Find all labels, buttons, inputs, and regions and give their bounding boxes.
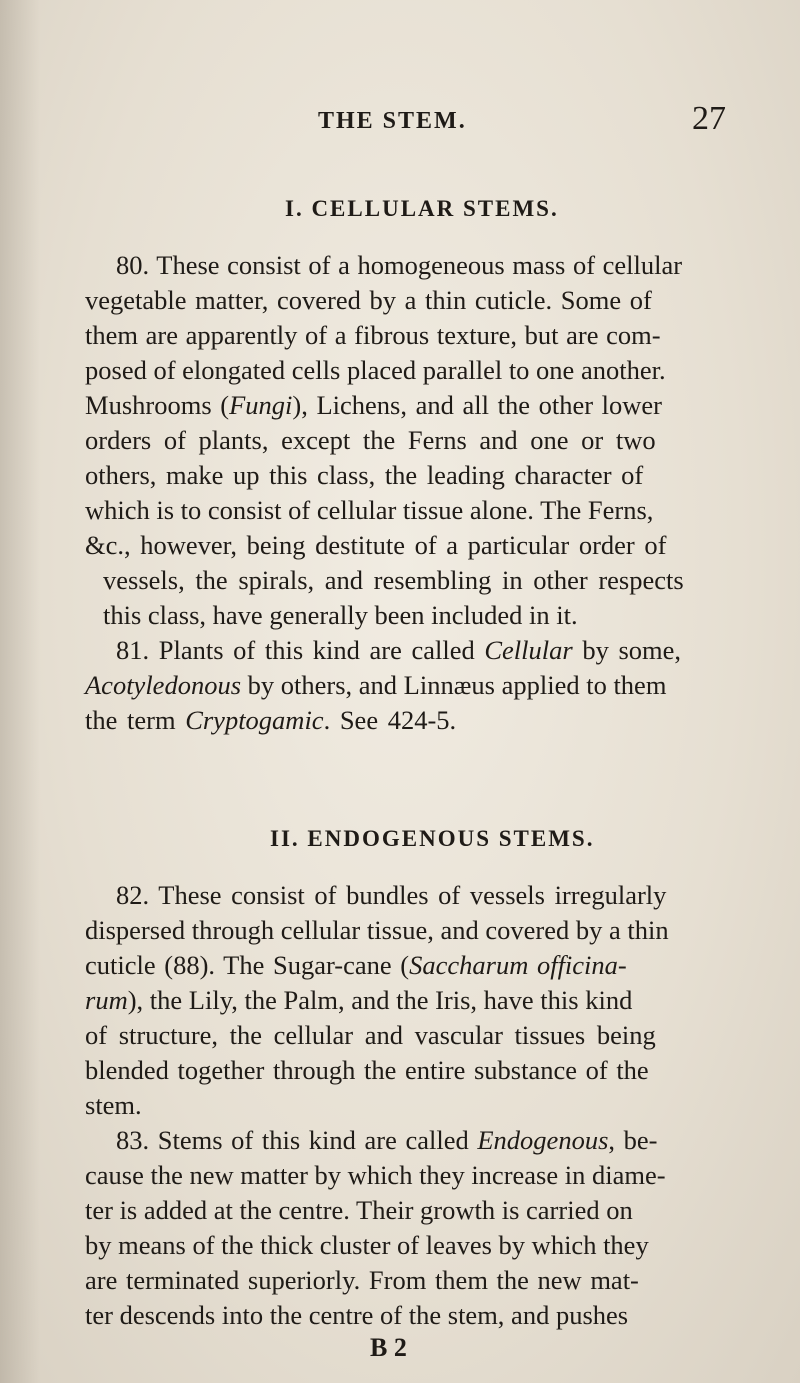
text-line: by means of the thick cluster of leaves by which they (85, 1230, 649, 1260)
running-head: THE STEM. (318, 108, 467, 134)
text-line: 83. Stems of this kind are called Endogenous, be- (116, 1125, 658, 1155)
text-line: vessels, the spirals, and resembling in other respects (103, 565, 684, 595)
text-line: 81. Plants of this kind are called Cellular by some, (116, 635, 682, 665)
page-edge-shadow (0, 0, 40, 1383)
text-line: &c., however, being destitute of a particular order of (85, 530, 667, 560)
text-line: Acotyledonous by others, and Linnæus applied to them (85, 670, 667, 700)
text-line: them are apparently of a fibrous texture, but are com- (85, 320, 661, 350)
page-number: 27 (692, 100, 726, 137)
section-heading-cellular: I. CELLULAR STEMS. (285, 196, 559, 221)
text-line: of structure, the cellular and vascular tissues being (85, 1020, 656, 1050)
signature-mark: B 2 (370, 1333, 407, 1362)
text-line: are terminated superiorly. From them the new mat- (85, 1265, 639, 1295)
section-heading-endogenous: II. ENDOGENOUS STEMS. (270, 826, 595, 851)
text-line: cause the new matter by which they increase in diame- (85, 1160, 666, 1190)
text-line: which is to consist of cellular tissue alone. The Ferns, (85, 495, 654, 525)
text-line: vegetable matter, covered by a thin cuticle. Some of (85, 285, 652, 315)
text-line: orders of plants, except the Ferns and one or two (85, 425, 656, 455)
text-line: Mushrooms (Fungi), Lichens, and all the other lower (85, 390, 663, 420)
text-line: 82. These consist of bundles of vessels irregularly (116, 880, 667, 910)
text-line: posed of elongated cells placed parallel to one another. (85, 355, 666, 385)
text-line: ter descends into the centre of the stem, and pushes (85, 1300, 629, 1330)
text-line: 80. These consist of a homogeneous mass of cellular (116, 250, 683, 280)
text-line: rum), the Lily, the Palm, and the Iris, have this kind (85, 985, 633, 1015)
text-line: others, make up this class, the leading character of (85, 460, 644, 490)
text-line: the term Cryptogamic. See 424-5. (85, 705, 457, 735)
text-line: blended together through the entire substance of the (85, 1055, 649, 1085)
text-line: this class, have generally been included in it. (103, 600, 578, 630)
text-line: cuticle (88). The Sugar-cane (Saccharum officina- (85, 950, 627, 980)
text-line: dispersed through cellular tissue, and covered by a thin (85, 915, 669, 945)
text-line: ter is added at the centre. Their growth is carried on (85, 1195, 633, 1225)
text-line: stem. (85, 1090, 142, 1120)
